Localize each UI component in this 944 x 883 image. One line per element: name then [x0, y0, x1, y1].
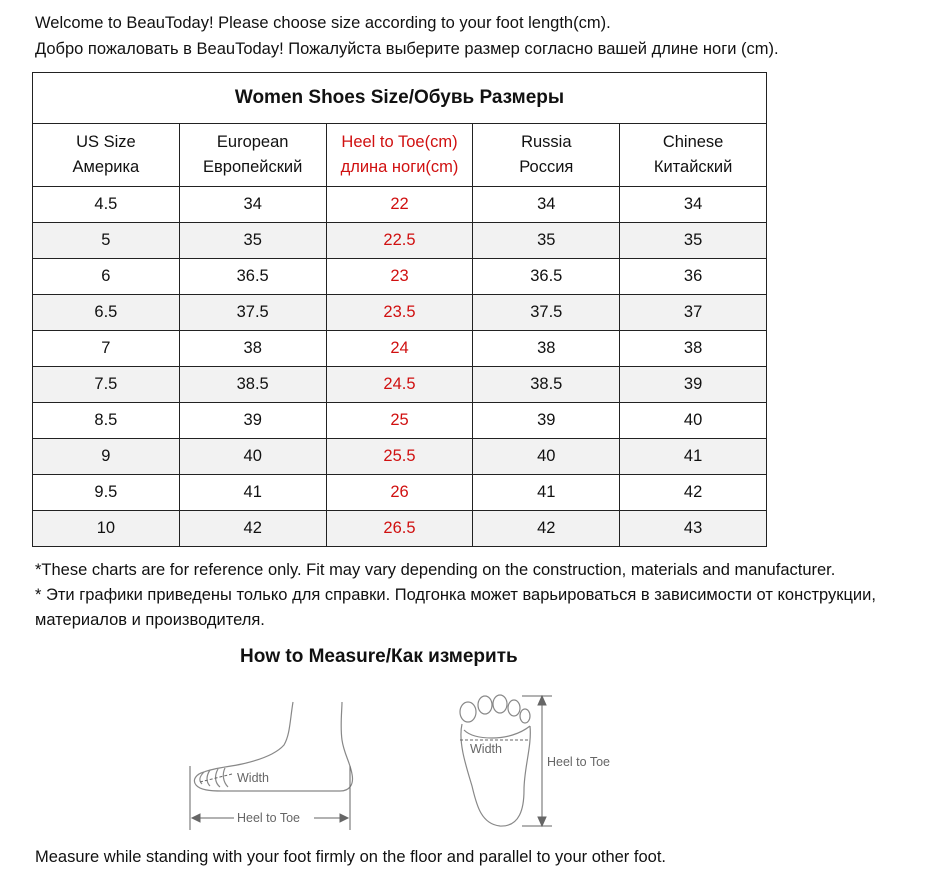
- cell-russia: 40: [473, 439, 620, 475]
- table-title: Women Shoes Size/Обувь Размеры: [33, 73, 767, 124]
- side-width-label: Width: [237, 771, 269, 785]
- cell-eu: 36.5: [179, 259, 326, 295]
- cell-chinese: 40: [620, 403, 767, 439]
- cell-length: 26: [326, 475, 473, 511]
- foot-top-view-illustration: [440, 680, 640, 830]
- table-row: [33, 259, 767, 295]
- cell-length: 24.5: [326, 367, 473, 403]
- cell-us: 10: [33, 511, 180, 547]
- cell-chinese: 35: [620, 223, 767, 259]
- measure-instruction: Measure while standing with your foot firmly on the floor and parallel to your other foot.: [35, 848, 666, 866]
- cell-chinese: 38: [620, 331, 767, 367]
- cell-eu: 42: [179, 511, 326, 547]
- header-eu: European Европейский: [179, 124, 326, 187]
- size-chart-table: [32, 72, 767, 547]
- cell-eu: 39: [179, 403, 326, 439]
- cell-russia: 34: [473, 187, 620, 223]
- cell-chinese: 42: [620, 475, 767, 511]
- cell-us: 8.5: [33, 403, 180, 439]
- disclaimer-ru: * Эти графики приведены только для справки. Подгонка может варьироваться в зависимости от конструкции, материалов и производителя.: [35, 586, 876, 629]
- table-row: [33, 511, 767, 547]
- cell-chinese: 43: [620, 511, 767, 547]
- foot-side-view-illustration: [180, 690, 360, 835]
- table-row: [33, 331, 767, 367]
- cell-us: 6: [33, 259, 180, 295]
- cell-russia: 39: [473, 403, 620, 439]
- cell-length: 23.5: [326, 295, 473, 331]
- cell-russia: 35: [473, 223, 620, 259]
- intro-line-ru: Добро пожаловать в BeauToday! Пожалуйста выберите размер согласно вашей длине ноги (cm).: [35, 40, 779, 58]
- cell-chinese: 36: [620, 259, 767, 295]
- header-row: [33, 124, 767, 187]
- cell-eu: 41: [179, 475, 326, 511]
- table-row: [33, 223, 767, 259]
- cell-us: 5: [33, 223, 180, 259]
- cell-chinese: 41: [620, 439, 767, 475]
- table-row: [33, 295, 767, 331]
- cell-eu: 40: [179, 439, 326, 475]
- header-chinese: Chinese Китайский: [620, 124, 767, 187]
- top-length-label: Heel to Toe: [547, 755, 611, 769]
- cell-length: 26.5: [326, 511, 473, 547]
- cell-russia: 36.5: [473, 259, 620, 295]
- cell-russia: 41: [473, 475, 620, 511]
- cell-us: 9.5: [33, 475, 180, 511]
- table-row: [33, 475, 767, 511]
- cell-eu: 35: [179, 223, 326, 259]
- cell-chinese: 37: [620, 295, 767, 331]
- cell-eu: 38.5: [179, 367, 326, 403]
- cell-us: 7: [33, 331, 180, 367]
- cell-chinese: 34: [620, 187, 767, 223]
- cell-length: 22.5: [326, 223, 473, 259]
- header-heel-to-toe: Heel to Toe(cm) длина ноги(cm): [326, 124, 473, 187]
- cell-eu: 37.5: [179, 295, 326, 331]
- table-row: [33, 187, 767, 223]
- header-us: US Size Америка: [33, 124, 180, 187]
- cell-russia: 37.5: [473, 295, 620, 331]
- cell-length: 24: [326, 331, 473, 367]
- intro-line-en: Welcome to BeauToday! Please choose size according to your foot length(cm).: [35, 14, 611, 32]
- cell-chinese: 39: [620, 367, 767, 403]
- cell-length: 23: [326, 259, 473, 295]
- table-row: [33, 367, 767, 403]
- cell-us: 7.5: [33, 367, 180, 403]
- cell-length: 22: [326, 187, 473, 223]
- cell-us: 6.5: [33, 295, 180, 331]
- disclaimer-en: *These charts are for reference only. Fit may vary depending on the construction, materials and manufacturer.: [35, 561, 836, 579]
- cell-eu: 38: [179, 331, 326, 367]
- header-russia: Russia Россия: [473, 124, 620, 187]
- cell-russia: 38.5: [473, 367, 620, 403]
- cell-us: 4.5: [33, 187, 180, 223]
- cell-eu: 34: [179, 187, 326, 223]
- cell-russia: 38: [473, 331, 620, 367]
- cell-us: 9: [33, 439, 180, 475]
- how-to-measure-title: How to Measure/Как измерить: [240, 646, 518, 667]
- intro-text: [35, 10, 779, 62]
- cell-russia: 42: [473, 511, 620, 547]
- side-length-label: Heel to Toe: [237, 811, 301, 825]
- table-row: [33, 439, 767, 475]
- disclaimer-notes: [35, 558, 935, 633]
- top-width-label: Width: [470, 742, 502, 756]
- cell-length: 25.5: [326, 439, 473, 475]
- table-row: [33, 403, 767, 439]
- cell-length: 25: [326, 403, 473, 439]
